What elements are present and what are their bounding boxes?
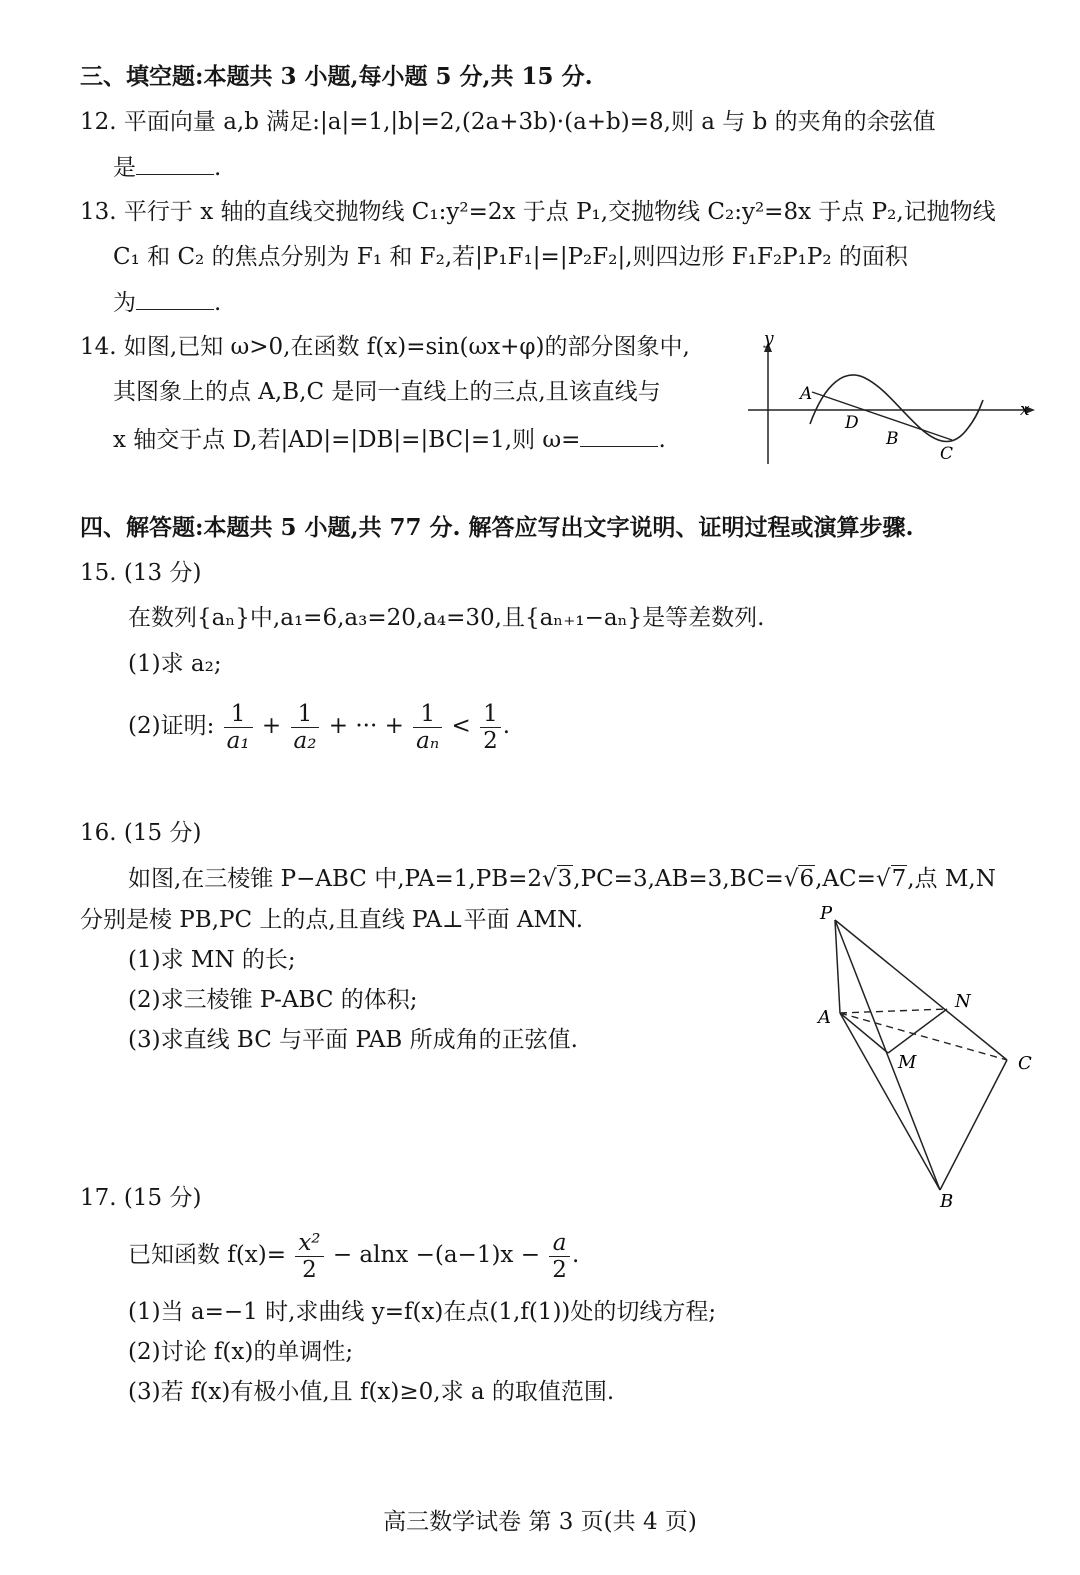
q13-line1: 13. 平行于 x 轴的直线交抛物线 C₁:y²=2x 于点 P₁,交抛物线 C₂:y²=8x 于点 P₂,记抛物线 xyxy=(80,199,996,225)
q14-line1: 14. 如图,已知 ω>0,在函数 f(x)=sin(ωx+φ)的部分图象中, xyxy=(80,334,690,360)
sqrt-symbol: √ xyxy=(542,866,557,892)
q14-line3-end: . xyxy=(658,427,666,453)
q17-stem-mid: − alnx −(a−1)x − xyxy=(332,1242,540,1268)
segment-AM xyxy=(840,1013,888,1053)
q16-number: 16. (15 分) xyxy=(80,820,202,846)
q13-line3-text: 为 xyxy=(113,290,136,316)
q16-sqrt7: 7 xyxy=(891,866,907,892)
q16-line2: 分别是棱 PB,PC 上的点,且直线 PA⊥平面 AMN. xyxy=(80,907,584,933)
edge-AB xyxy=(840,1013,940,1190)
answer-blank xyxy=(136,152,214,175)
q17-number: 17. (15 分) xyxy=(80,1185,202,1211)
label-P: P xyxy=(820,903,833,924)
q17-part3: (3)若 f(x)有极小值,且 f(x)≥0,求 a 的取值范围. xyxy=(128,1379,615,1405)
numerator: 1 xyxy=(413,701,442,728)
q12-line2: 是 . xyxy=(113,152,221,183)
label-M: M xyxy=(898,1052,917,1073)
q16-part2: (2)求三棱锥 P-ABC 的体积; xyxy=(128,987,418,1013)
fraction xyxy=(549,1230,570,1283)
edge-PA xyxy=(835,920,840,1013)
fraction xyxy=(295,1230,323,1283)
label-D: D xyxy=(845,413,859,433)
period: . xyxy=(502,713,511,739)
page-footer: 高三数学试卷 第 3 页(共 4 页) xyxy=(383,1509,697,1535)
label-axis-x: x xyxy=(1020,400,1030,420)
q12-line1: 12. 平面向量 a,b 满足:|a|=1,|b|=2,(2a+3b)·(a+b)=8,则 a 与 b 的夹角的余弦值 xyxy=(80,109,936,135)
q13-line3: 为 . xyxy=(113,287,221,318)
q17-stem-end: . xyxy=(571,1242,580,1268)
q17-stem xyxy=(128,1226,579,1284)
numerator: 1 xyxy=(480,701,501,728)
q16-sqrt6: 6 xyxy=(799,866,815,892)
edge-PB xyxy=(835,920,940,1190)
q15-part1: (1)求 a₂; xyxy=(128,651,222,677)
label-C: C xyxy=(1018,1053,1032,1074)
denominator: 2 xyxy=(552,1256,567,1283)
fraction xyxy=(224,701,253,754)
q17-stem-prefix: 已知函数 f(x)= xyxy=(128,1242,287,1268)
q16-stem-part4: ,点 M,N xyxy=(907,866,996,892)
label-C: C xyxy=(940,444,954,464)
section4-heading: 四、解答题:本题共 5 小题,共 77 分. 解答应写出文字说明、证明过程或演算步骤. xyxy=(80,514,914,541)
label-N: N xyxy=(955,991,971,1012)
denominator: 2 xyxy=(483,727,498,754)
label-A: A xyxy=(800,384,813,404)
denominator: a₁ xyxy=(226,727,250,754)
q16-stem-part1: 如图,在三棱锥 P−ABC 中,PA=1,PB=2 xyxy=(128,866,542,892)
numerator: x² xyxy=(295,1230,323,1257)
label-B: B xyxy=(886,429,899,449)
label-B: B xyxy=(940,1191,954,1212)
q16-pyramid-figure xyxy=(800,895,1060,1215)
q16-sqrt3: 3 xyxy=(557,866,573,892)
segment-AN xyxy=(840,1009,947,1013)
q15-part2 xyxy=(128,698,510,754)
answer-blank xyxy=(136,287,214,310)
edge-AC xyxy=(840,1013,1007,1060)
q16-part1: (1)求 MN 的长; xyxy=(128,947,296,973)
label-axis-y: y xyxy=(764,329,774,349)
answer-blank xyxy=(580,424,658,447)
q14-line3 xyxy=(113,424,666,455)
sqrt-symbol: √ xyxy=(783,866,799,892)
edge-PC xyxy=(835,920,1007,1060)
numerator: 1 xyxy=(291,701,320,728)
section3-heading: 三、填空题:本题共 3 小题,每小题 5 分,共 15 分. xyxy=(80,63,593,90)
q16-stem-part2: ,PC=3,AB=3,BC= xyxy=(573,866,784,892)
q12-line2-text: 是 xyxy=(113,155,136,181)
q15-number: 15. (13 分) xyxy=(80,560,202,586)
q17-part2: (2)讨论 f(x)的单调性; xyxy=(128,1339,354,1365)
q15-part2-prefix: (2)证明: xyxy=(128,713,215,739)
denominator: 2 xyxy=(302,1256,317,1283)
plus-sign: + xyxy=(261,713,282,739)
q17-part1: (1)当 a=−1 时,求曲线 y=f(x)在点(1,f(1))处的切线方程; xyxy=(128,1299,717,1325)
q14-line2: 其图象上的点 A,B,C 是同一直线上的三点,且该直线与 xyxy=(113,379,661,405)
fraction xyxy=(291,701,320,754)
segment-MN xyxy=(888,1009,947,1053)
label-A: A xyxy=(818,1007,831,1028)
denominator: a₂ xyxy=(293,727,317,754)
denominator: aₙ xyxy=(416,727,440,754)
q16-part3: (3)求直线 BC 与平面 PAB 所成角的正弦值. xyxy=(128,1027,578,1053)
q15-stem: 在数列{aₙ}中,a₁=6,a₃=20,a₄=30,且{aₙ₊₁−aₙ}是等差数列. xyxy=(128,605,765,631)
q16-stem xyxy=(128,864,996,894)
less-than: < xyxy=(451,713,471,739)
plus-dots: + ··· + xyxy=(328,713,404,739)
sqrt-symbol: √ xyxy=(875,866,891,892)
q14-line3-text: x 轴交于点 D,若|AD|=|DB|=|BC|=1,则 ω= xyxy=(113,427,581,453)
numerator: 1 xyxy=(224,701,253,728)
q16-stem-part3: ,AC= xyxy=(815,866,876,892)
numerator: a xyxy=(549,1230,570,1257)
q13-line2: C₁ 和 C₂ 的焦点分别为 F₁ 和 F₂,若|P₁F₁|=|P₂F₂|,则四边形 F₁F₂P₁P₂ 的面积 xyxy=(113,244,908,270)
edge-BC xyxy=(940,1060,1007,1190)
line-ABC xyxy=(812,392,952,440)
q14-sine-graph xyxy=(740,328,1040,468)
fraction xyxy=(480,701,501,754)
fraction xyxy=(413,701,442,754)
